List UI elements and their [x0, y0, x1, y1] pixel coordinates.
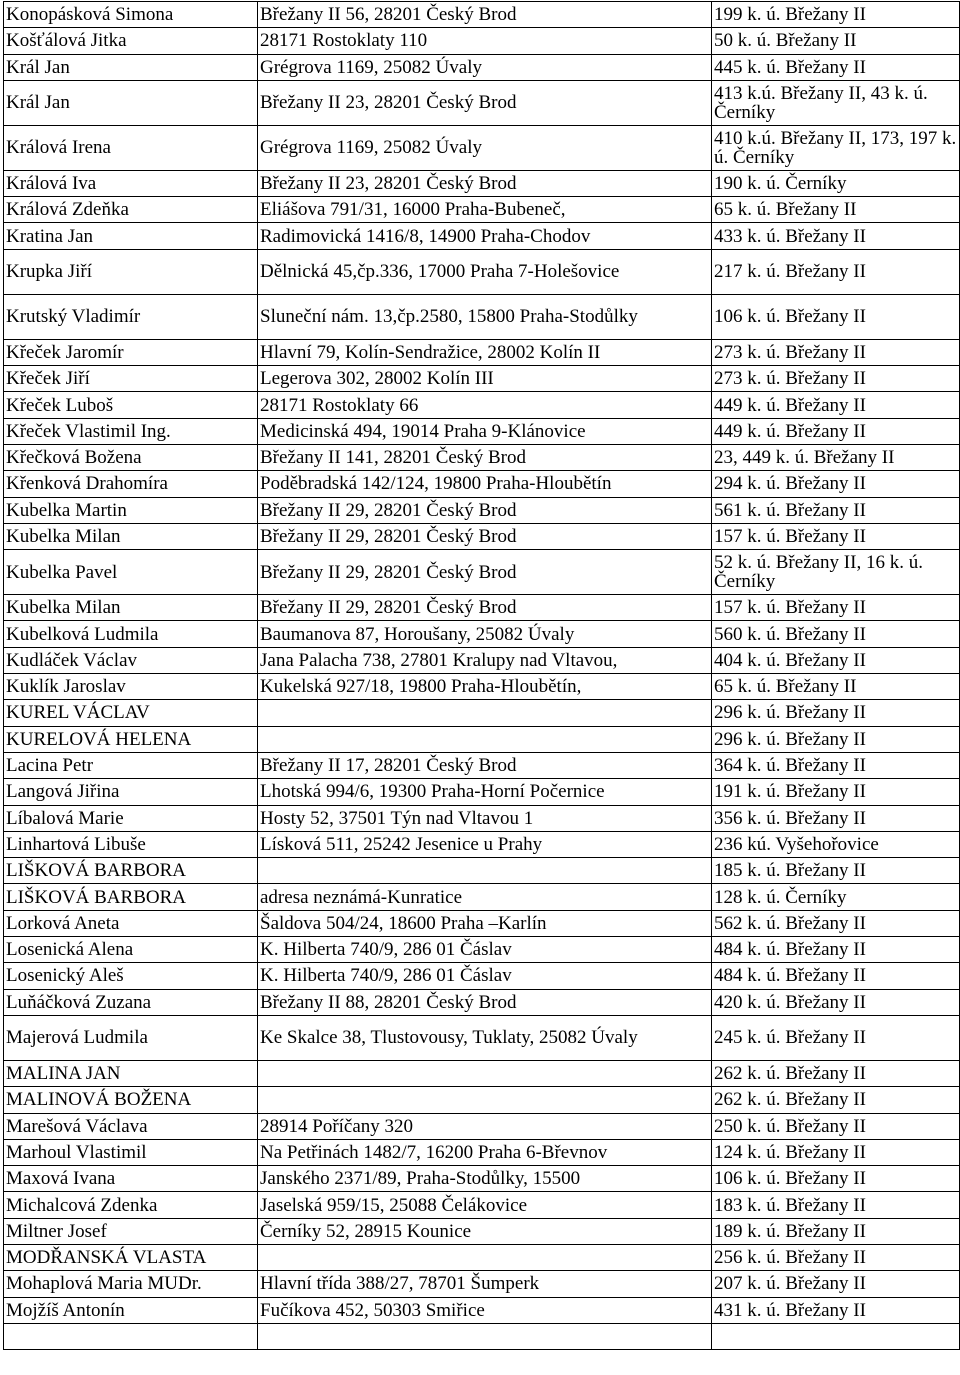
table-row: [4, 418, 960, 444]
parcel-cell: 484 k. ú. Břežany II: [712, 937, 960, 963]
address-cell: Radimovická 1416/8, 14900 Praha-Chodov: [258, 223, 712, 249]
parcel-cell: 191 k. ú. Břežany II: [712, 779, 960, 805]
table-row: [4, 54, 960, 80]
owner-name-cell: Králová Irena: [4, 125, 258, 170]
owner-name-cell: Mojžíš Antonín: [4, 1297, 258, 1323]
address-cell: Grégrova 1169, 25082 Úvaly: [258, 54, 712, 80]
owner-name-cell: Kuklík Jaroslav: [4, 674, 258, 700]
address-cell: Břežany II 29, 28201 Český Brod: [258, 595, 712, 621]
owner-name-cell: Maxová Ivana: [4, 1166, 258, 1192]
table-row: [4, 647, 960, 673]
owner-name-cell: Králová Zdeňka: [4, 197, 258, 223]
table-row: [4, 392, 960, 418]
parcel-cell: 404 k. ú. Břežany II: [712, 647, 960, 673]
address-cell: Fučíkova 452, 50303 Smiřice: [258, 1297, 712, 1323]
address-cell: Janského 2371/89, Praha-Stodůlky, 15500: [258, 1166, 712, 1192]
parcel-cell: 449 k. ú. Břežany II: [712, 392, 960, 418]
address-cell: Jaselská 959/15, 25088 Čelákovice: [258, 1192, 712, 1218]
table-row: [4, 1244, 960, 1270]
table-row: [4, 1271, 960, 1297]
owner-name-cell: Líbalová Marie: [4, 805, 258, 831]
owner-name-cell: LIŠKOVÁ BARBORA: [4, 884, 258, 910]
parcel-cell: 65 k. ú. Břežany II: [712, 674, 960, 700]
address-cell: adresa neznámá-Kunratice: [258, 884, 712, 910]
parcel-cell: 562 k. ú. Břežany II: [712, 910, 960, 936]
parcel-cell: 183 k. ú. Břežany II: [712, 1192, 960, 1218]
table-row: [4, 339, 960, 365]
owner-name-cell: Lorková Aneta: [4, 910, 258, 936]
owner-name-cell: Kubelka Milan: [4, 523, 258, 549]
table-row: [4, 1297, 960, 1323]
owner-name-cell: Kudláček Václav: [4, 647, 258, 673]
address-cell: [258, 1060, 712, 1086]
parcel-cell: 356 k. ú. Břežany II: [712, 805, 960, 831]
table-row: [4, 1218, 960, 1244]
address-cell: Legerova 302, 28002 Kolín III: [258, 366, 712, 392]
parcel-cell: 431 k. ú. Břežany II: [712, 1297, 960, 1323]
parcel-cell: 273 k. ú. Břežany II: [712, 366, 960, 392]
table-row: [4, 858, 960, 884]
address-cell: Medicinská 494, 19014 Praha 9-Klánovice: [258, 418, 712, 444]
owner-name-cell: Mohaplová Maria MUDr.: [4, 1271, 258, 1297]
address-cell: Břežany II 29, 28201 Český Brod: [258, 497, 712, 523]
table-row: [4, 989, 960, 1015]
owner-name-cell: Luňáčková Zuzana: [4, 989, 258, 1015]
owner-name-cell: MALINOVÁ BOŽENA: [4, 1087, 258, 1113]
owner-name-cell: Král Jan: [4, 54, 258, 80]
owner-name-cell: Králová Iva: [4, 170, 258, 196]
owner-name-cell: LIŠKOVÁ BARBORA: [4, 858, 258, 884]
address-cell: 28914 Poříčany 320: [258, 1113, 712, 1139]
table-row: [4, 621, 960, 647]
owner-name-cell: KURELOVÁ HELENA: [4, 726, 258, 752]
owner-name-cell: Marešová Václava: [4, 1113, 258, 1139]
owner-name-cell: Losenická Alena: [4, 937, 258, 963]
owner-name-cell: Kubelková Ludmila: [4, 621, 258, 647]
address-cell: Břežany II 23, 28201 Český Brod: [258, 80, 712, 125]
parcel-cell: 128 k. ú. Černíky: [712, 884, 960, 910]
table-row: [4, 471, 960, 497]
table-row: [4, 1087, 960, 1113]
address-cell: Hlavní 79, Kolín-Sendražice, 28002 Kolín II: [258, 339, 712, 365]
parcel-cell: 124 k. ú. Břežany II: [712, 1139, 960, 1165]
parcel-cell: 256 k. ú. Břežany II: [712, 1244, 960, 1270]
owner-name-cell: Miltner Josef: [4, 1218, 258, 1244]
address-cell: [258, 1087, 712, 1113]
parcel-cell: 294 k. ú. Břežany II: [712, 471, 960, 497]
owner-name-cell: Křeček Vlastimil Ing.: [4, 418, 258, 444]
table-row: [4, 294, 960, 339]
parcel-cell: 262 k. ú. Břežany II: [712, 1087, 960, 1113]
parcel-cell: 433 k. ú. Břežany II: [712, 223, 960, 249]
table-row: [4, 1139, 960, 1165]
table-row: [4, 937, 960, 963]
address-cell: Šaldova 504/24, 18600 Praha –Karlín: [258, 910, 712, 936]
owner-name-cell: Košťálová Jitka: [4, 28, 258, 54]
parcel-cell: 207 k. ú. Břežany II: [712, 1271, 960, 1297]
owner-name-cell: Linhartová Libuše: [4, 831, 258, 857]
address-cell: Hosty 52, 37501 Týn nad Vltavou 1: [258, 805, 712, 831]
parcel-cell: 106 k. ú. Břežany II: [712, 1166, 960, 1192]
owner-name-cell: Kubelka Pavel: [4, 550, 258, 595]
address-cell: [258, 700, 712, 726]
address-cell: Břežany II 29, 28201 Český Brod: [258, 523, 712, 549]
owner-name-cell: Langová Jiřina: [4, 779, 258, 805]
table-row: [4, 674, 960, 700]
address-cell: 28171 Rostoklaty 66: [258, 392, 712, 418]
parcel-cell: 561 k. ú. Břežany II: [712, 497, 960, 523]
owner-name-cell: Losenický Aleš: [4, 963, 258, 989]
table-row: [4, 1166, 960, 1192]
table-row: [4, 444, 960, 470]
owner-name-cell: Lacina Petr: [4, 752, 258, 778]
owner-name-cell: MALINA JAN: [4, 1060, 258, 1086]
owner-name-cell: Michalcová Zdenka: [4, 1192, 258, 1218]
table-row: [4, 1015, 960, 1060]
owner-name-cell: Konopásková Simona: [4, 2, 258, 28]
table-row: [4, 752, 960, 778]
address-cell: Břežany II 17, 28201 Český Brod: [258, 752, 712, 778]
address-cell: Lhotská 994/6, 19300 Praha-Horní Počernice: [258, 779, 712, 805]
table-row: [4, 2, 960, 28]
owner-name-cell: Křeček Luboš: [4, 392, 258, 418]
table-row: [4, 125, 960, 170]
address-cell: Hlavní třída 388/27, 78701 Šumperk: [258, 1271, 712, 1297]
table-row: [4, 170, 960, 196]
owner-name-cell: Kubelka Martin: [4, 497, 258, 523]
address-cell: Ke Skalce 38, Tlustovousy, Tuklaty, 25082 Úvaly: [258, 1015, 712, 1060]
address-cell: Břežany II 56, 28201 Český Brod: [258, 2, 712, 28]
table-row: [4, 831, 960, 857]
address-cell: Jana Palacha 738, 27801 Kralupy nad Vltavou,: [258, 647, 712, 673]
table-body: [4, 2, 960, 1350]
table-row: [4, 497, 960, 523]
table-row: [4, 366, 960, 392]
table-row: [4, 523, 960, 549]
address-cell: Sluneční nám. 13,čp.2580, 15800 Praha-Stodůlky: [258, 294, 712, 339]
parcel-cell: 262 k. ú. Břežany II: [712, 1060, 960, 1086]
parcel-cell: 52 k. ú. Břežany II, 16 k. ú. Černíky: [712, 550, 960, 595]
address-cell: Lísková 511, 25242 Jesenice u Prahy: [258, 831, 712, 857]
owners-table: [3, 1, 960, 1350]
table-row: [4, 1192, 960, 1218]
table-row: [4, 197, 960, 223]
table-row: [4, 805, 960, 831]
parcel-cell: 560 k. ú. Břežany II: [712, 621, 960, 647]
table-row: [4, 779, 960, 805]
parcel-cell: 190 k. ú. Černíky: [712, 170, 960, 196]
parcel-cell: 50 k. ú. Břežany II: [712, 28, 960, 54]
parcel-cell: [712, 1323, 960, 1349]
table-row: [4, 963, 960, 989]
parcel-cell: 250 k. ú. Břežany II: [712, 1113, 960, 1139]
owner-name-cell: KUREL VÁCLAV: [4, 700, 258, 726]
table-row: [4, 80, 960, 125]
address-cell: [258, 1323, 712, 1349]
owner-name-cell: Král Jan: [4, 80, 258, 125]
parcel-cell: 296 k. ú. Břežany II: [712, 726, 960, 752]
owner-name-cell: MODŘANSKÁ VLASTA: [4, 1244, 258, 1270]
parcel-cell: 445 k. ú. Břežany II: [712, 54, 960, 80]
address-cell: Grégrova 1169, 25082 Úvaly: [258, 125, 712, 170]
address-cell: Kukelská 927/18, 19800 Praha-Hloubětín,: [258, 674, 712, 700]
owner-name-cell: Marhoul Vlastimil: [4, 1139, 258, 1165]
parcel-cell: 420 k. ú. Břežany II: [712, 989, 960, 1015]
table-row: [4, 249, 960, 294]
owner-name-cell: Kratina Jan: [4, 223, 258, 249]
parcel-cell: 245 k. ú. Břežany II: [712, 1015, 960, 1060]
address-cell: Břežany II 141, 28201 Český Brod: [258, 444, 712, 470]
address-cell: K. Hilberta 740/9, 286 01 Čáslav: [258, 937, 712, 963]
table-row: [4, 884, 960, 910]
parcel-cell: 189 k. ú. Břežany II: [712, 1218, 960, 1244]
address-cell: [258, 1244, 712, 1270]
owner-name-cell: Kubelka Milan: [4, 595, 258, 621]
parcel-cell: 185 k. ú. Břežany II: [712, 858, 960, 884]
table-row: [4, 223, 960, 249]
parcel-cell: 410 k.ú. Břežany II, 173, 197 k. ú. Černíky: [712, 125, 960, 170]
address-cell: Eliášova 791/31, 16000 Praha-Bubeneč,: [258, 197, 712, 223]
parcel-cell: 449 k. ú. Břežany II: [712, 418, 960, 444]
parcel-cell: 296 k. ú. Břežany II: [712, 700, 960, 726]
owner-name-cell: Křečková Božena: [4, 444, 258, 470]
owner-name-cell: Majerová Ludmila: [4, 1015, 258, 1060]
table-row: [4, 1113, 960, 1139]
table-row: [4, 595, 960, 621]
parcel-cell: 199 k. ú. Břežany II: [712, 2, 960, 28]
parcel-cell: 273 k. ú. Břežany II: [712, 339, 960, 365]
address-cell: Břežany II 29, 28201 Český Brod: [258, 550, 712, 595]
address-cell: Baumanova 87, Horoušany, 25082 Úvaly: [258, 621, 712, 647]
parcel-cell: 157 k. ú. Břežany II: [712, 595, 960, 621]
parcel-cell: 106 k. ú. Břežany II: [712, 294, 960, 339]
owner-name-cell: Křeček Jiří: [4, 366, 258, 392]
parcel-cell: 217 k. ú. Břežany II: [712, 249, 960, 294]
table-row: [4, 1060, 960, 1086]
address-cell: Břežany II 23, 28201 Český Brod: [258, 170, 712, 196]
parcel-cell: 157 k. ú. Břežany II: [712, 523, 960, 549]
parcel-cell: 236 kú. Vyšehořovice: [712, 831, 960, 857]
address-cell: [258, 858, 712, 884]
table-row: [4, 700, 960, 726]
address-cell: Na Petřinách 1482/7, 16200 Praha 6-Břevnov: [258, 1139, 712, 1165]
parcel-cell: 484 k. ú. Břežany II: [712, 963, 960, 989]
owner-name-cell: Křeček Jaromír: [4, 339, 258, 365]
address-cell: Poděbradská 142/124, 19800 Praha-Hloubětín: [258, 471, 712, 497]
address-cell: [258, 726, 712, 752]
owner-name-cell: [4, 1323, 258, 1349]
address-cell: Břežany II 88, 28201 Český Brod: [258, 989, 712, 1015]
table-row: [4, 28, 960, 54]
parcel-cell: 413 k.ú. Břežany II, 43 k. ú. Černíky: [712, 80, 960, 125]
address-cell: Dělnická 45,čp.336, 17000 Praha 7-Holešovice: [258, 249, 712, 294]
owner-name-cell: Křenková Drahomíra: [4, 471, 258, 497]
address-cell: 28171 Rostoklaty 110: [258, 28, 712, 54]
table-row: [4, 550, 960, 595]
table-row: [4, 910, 960, 936]
owner-name-cell: Krutský Vladimír: [4, 294, 258, 339]
parcel-cell: 364 k. ú. Břežany II: [712, 752, 960, 778]
table-row: [4, 1323, 960, 1349]
parcel-cell: 65 k. ú. Břežany II: [712, 197, 960, 223]
owner-name-cell: Krupka Jiří: [4, 249, 258, 294]
address-cell: Černíky 52, 28915 Kounice: [258, 1218, 712, 1244]
address-cell: K. Hilberta 740/9, 286 01 Čáslav: [258, 963, 712, 989]
table-row: [4, 726, 960, 752]
parcel-cell: 23, 449 k. ú. Břežany II: [712, 444, 960, 470]
